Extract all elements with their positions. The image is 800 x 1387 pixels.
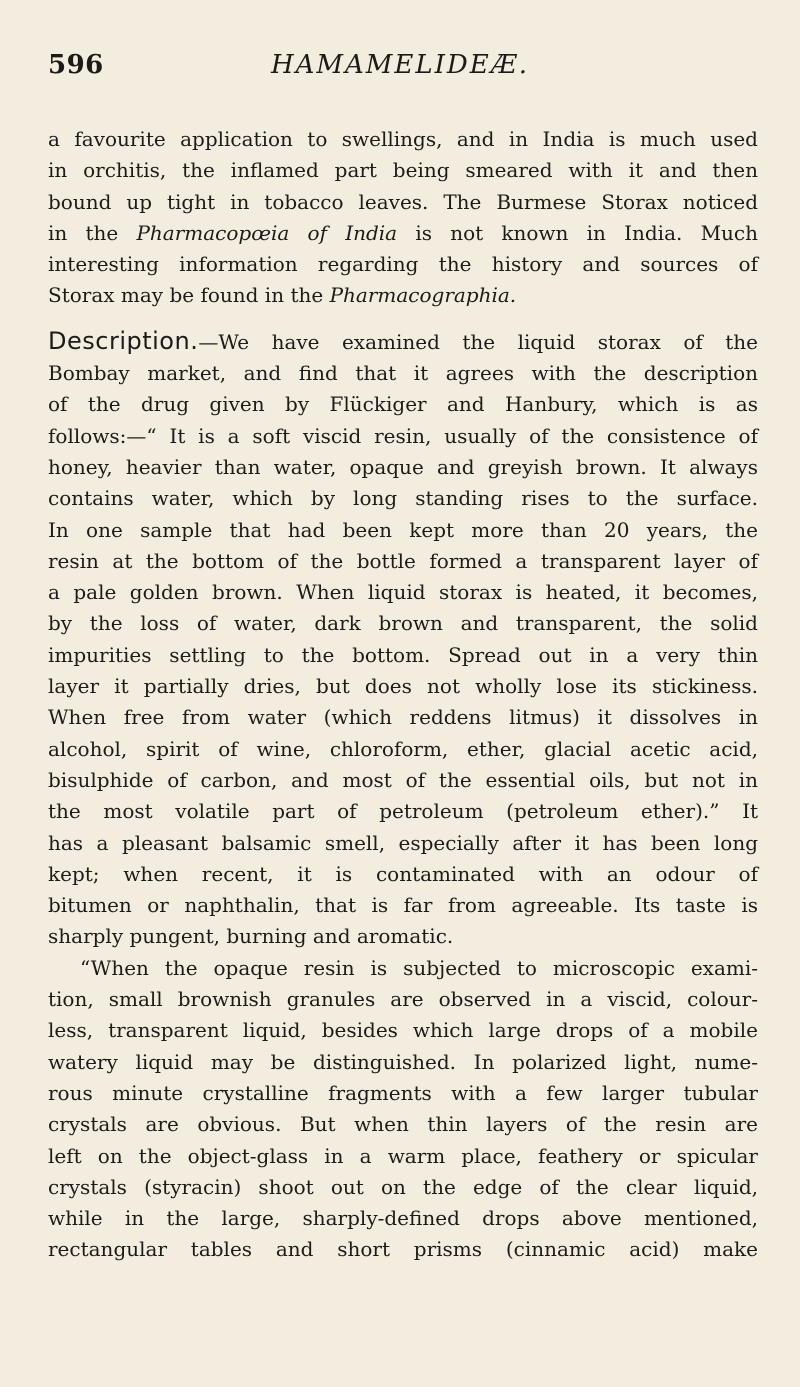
italic-title-part: Pharmacopœia bbox=[136, 220, 290, 245]
text-line: alcohol, spirit of wine, chloroform, ether, glacial acetic acid, bbox=[48, 736, 758, 761]
running-head bbox=[48, 50, 752, 90]
text-line: left on the object-glass in a warm place, feathery or spicular bbox=[48, 1143, 758, 1168]
text-line: sharply pungent, burning and aromatic. bbox=[48, 924, 454, 949]
text-line: bisulphide of carbon, and most of the essential oils, but not in bbox=[48, 767, 758, 792]
text-line: less, transparent liquid, besides which large drops of a mobile bbox=[48, 1018, 758, 1043]
text-line: follows:—“ It is a soft viscid resin, usually of the consistence of bbox=[48, 423, 758, 448]
text-line: a favourite application to swellings, and in India is much used bbox=[48, 127, 758, 151]
text-line: honey, heavier than water, opaque and greyish brown. It always bbox=[48, 454, 758, 479]
text-fragment: is not known in India. Much bbox=[415, 220, 759, 245]
text-line: while in the large, sharply-defined drops above mentioned, bbox=[48, 1206, 758, 1231]
text-fragment: —We have examined the liquid storax of the bbox=[198, 329, 758, 354]
text-line: In one sample that had been kept more than 20 years, the bbox=[48, 517, 758, 542]
body-text bbox=[48, 124, 758, 1266]
text-line: crystals are obvious. But when thin layers of the resin are bbox=[48, 1112, 758, 1137]
page-number: 596 bbox=[48, 50, 104, 80]
text-line: of the drug given by Flückiger and Hanbury, which is as bbox=[48, 392, 758, 417]
italic-title-part: of India bbox=[307, 220, 398, 245]
text-line: layer it partially dries, but does not wholly lose its stickiness. bbox=[48, 674, 758, 699]
text-line: bound up tight in tobacco leaves. The Burmese Storax noticed bbox=[48, 189, 758, 214]
text-fragment: in the bbox=[48, 220, 119, 245]
text-line: When free from water (which reddens litmus) it dissolves in bbox=[48, 705, 758, 730]
text-line: bitumen or naphthalin, that is far from agreeable. Its taste is bbox=[48, 893, 758, 918]
text-line: interesting information regarding the history and sources of bbox=[48, 252, 758, 277]
text-line: contains water, which by long standing rises to the surface. bbox=[48, 486, 758, 511]
text-fragment: Storax may be found in the bbox=[48, 283, 324, 308]
text-line bbox=[48, 280, 758, 311]
text-line bbox=[48, 218, 758, 249]
text-line bbox=[48, 326, 758, 358]
section-heading: Description. bbox=[48, 326, 199, 355]
text-line: by the loss of water, dark brown and transparent, the solid bbox=[48, 611, 758, 636]
text-line: kept; when recent, it is contaminated with an odour of bbox=[48, 861, 758, 886]
text-line: impurities settling to the bottom. Spread out in a very thin bbox=[48, 642, 758, 667]
text-line: rous minute crystalline fragments with a few larger tubular bbox=[48, 1080, 758, 1105]
text-line: Bombay market, and find that it agrees with the description bbox=[48, 361, 758, 386]
text-line: rectangular tables and short prisms (cinnamic acid) make bbox=[48, 1237, 758, 1262]
text-line: the most volatile part of petroleum (petroleum ether).” It bbox=[48, 799, 758, 824]
text-line: “When the opaque resin is subjected to microscopic exami- bbox=[80, 955, 758, 980]
text-line: has a pleasant balsamic smell, especially after it has been long bbox=[48, 830, 758, 855]
text-line: a pale golden brown. When liquid storax is heated, it becomes, bbox=[48, 580, 758, 605]
running-title: HAMAMELIDEÆ. bbox=[270, 50, 530, 80]
italic-title: Pharmacographia. bbox=[329, 283, 517, 308]
text-line: watery liquid may be distinguished. In polarized light, nume- bbox=[48, 1049, 758, 1074]
text-line: crystals (styracin) shoot out on the edge of the clear liquid, bbox=[48, 1174, 758, 1199]
text-line: resin at the bottom of the bottle formed a transparent layer of bbox=[48, 548, 758, 573]
text-line: in orchitis, the inflamed part being smeared with it and then bbox=[48, 158, 758, 183]
italic-title bbox=[136, 221, 397, 245]
text-line: tion, small brownish granules are observed in a viscid, colour- bbox=[48, 987, 758, 1012]
